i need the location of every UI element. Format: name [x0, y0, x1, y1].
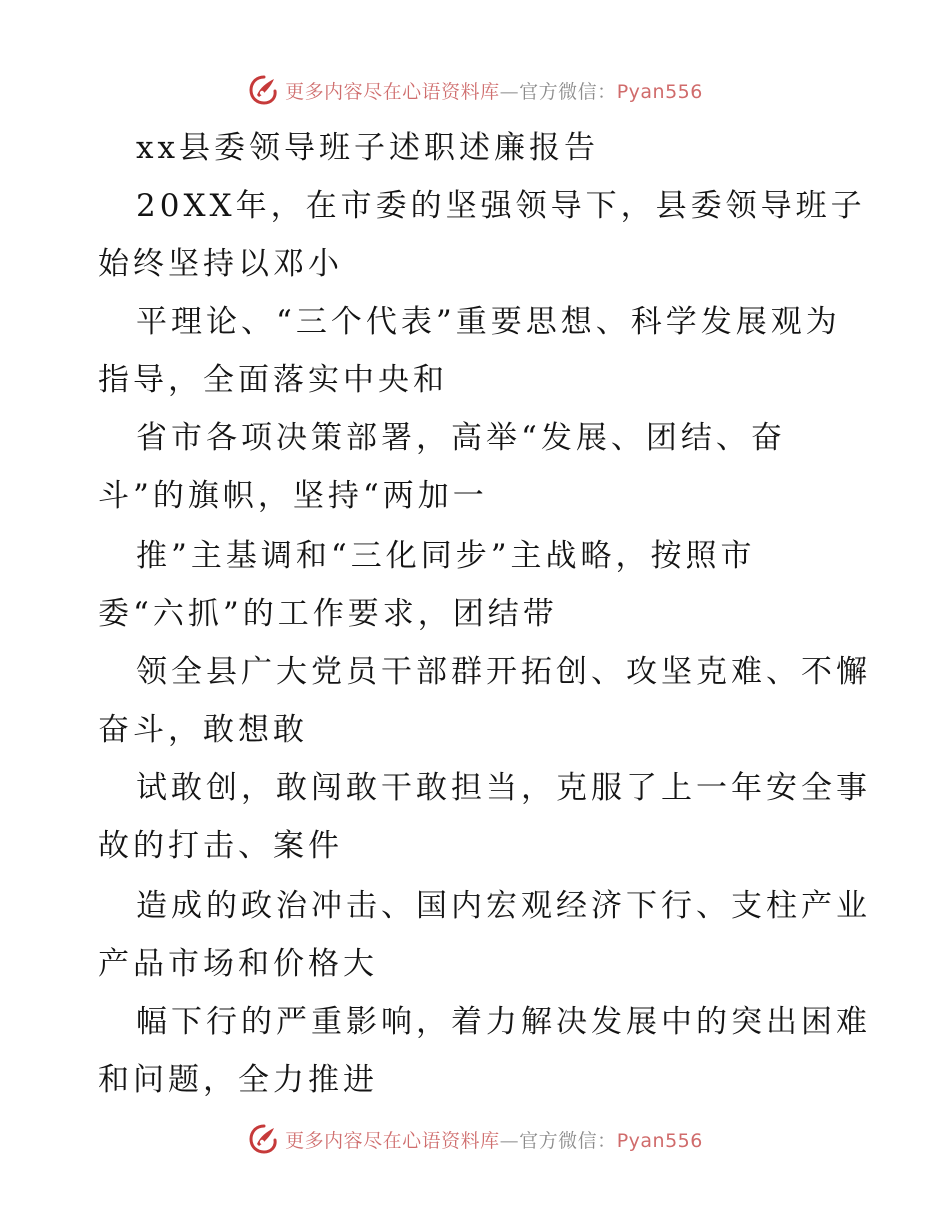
text-line: 造成的政治冲击、国内宏观经济下行、支柱产业: [136, 888, 871, 924]
text-line: 委“六抓”的工作要求，团结带: [98, 596, 558, 632]
watermark-official: 官方微信：: [519, 1129, 617, 1152]
text-line: 幅下行的严重影响，着力解决发展中的突出困难: [136, 1004, 871, 1040]
footer-watermark: [0, 1121, 950, 1157]
watermark-id: Pyan556: [616, 1129, 703, 1152]
text-line: 推”主基调和“三化同步”主战略，按照市: [136, 538, 756, 574]
text-line: 省市各项决策部署，高举“发展、团结、奋: [136, 420, 786, 456]
text-line: 试敢创，敢闯敢干敢担当，克服了上一年安全事: [136, 770, 871, 806]
watermark-main: 更多内容尽在心语资料库: [285, 1129, 500, 1152]
watermark-text: [285, 77, 703, 104]
brush-logo-icon: [247, 1122, 281, 1156]
document-title: xx县委领导班子述职述廉报告: [136, 130, 599, 166]
text-line: 故的打击、案件: [98, 828, 343, 864]
text-line: 斗”的旗帜，坚持“两加一: [98, 478, 488, 514]
watermark-main: 更多内容尽在心语资料库: [285, 80, 500, 103]
watermark-separator: —: [499, 1129, 520, 1152]
text-line: 和问题，全力推进: [98, 1062, 378, 1098]
header-watermark: [0, 72, 950, 108]
brush-logo-icon: [247, 73, 281, 107]
text-line: 指导，全面落实中央和: [98, 362, 448, 398]
text-line: 领全县广大党员干部群开拓创、攻坚克难、不懈: [136, 654, 871, 690]
watermark-id: Pyan556: [616, 80, 703, 103]
watermark-separator: —: [499, 80, 520, 103]
text-line: 奋斗，敢想敢: [98, 712, 308, 748]
text-line: 产品市场和价格大: [98, 946, 378, 982]
text-line: 20XX年，在市委的坚强领导下，县委领导班子: [136, 188, 866, 224]
watermark-text: [285, 1126, 703, 1153]
text-line: 平理论、“三个代表”重要思想、科学发展观为: [136, 304, 841, 340]
text-line: 始终坚持以邓小: [98, 246, 343, 282]
watermark-official: 官方微信：: [519, 80, 617, 103]
